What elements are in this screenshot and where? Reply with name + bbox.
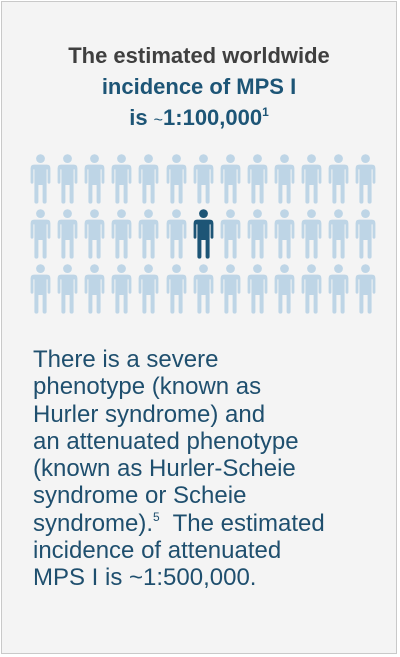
person-icon [220,264,241,314]
person-icon [328,264,349,314]
person-icon [166,209,187,259]
person-icon [138,264,159,314]
person-icon [57,154,78,204]
person-icon [274,154,295,204]
headline-line-3 [2,102,396,136]
person-icon [166,154,187,204]
body-line: Hurler syndrome) and [33,400,266,428]
person-icon [355,154,376,204]
headline-line-1: The estimated worldwide [68,43,330,68]
headline-prefix: is [129,105,154,130]
person-icon [30,154,51,204]
person-icon [138,154,159,204]
person-icon [57,209,78,259]
headline-footnote-ref: 1 [262,105,269,119]
person-icon [30,209,51,259]
headline [2,40,396,136]
person-icon [30,264,51,314]
body-line-7-prefix: syndrome). [33,509,154,537]
person-icon [274,209,295,259]
body-footnote-ref: 5 [153,509,160,524]
person-icon [57,264,78,314]
body-line-7-suffix: The estimated [159,509,325,537]
person-icon [301,209,322,259]
body-line: phenotype (known as [33,373,262,401]
person-icon [301,154,322,204]
body-line: There is a severe [33,346,219,373]
person-icon [247,209,268,259]
body-line: an attenuated phenotype [33,427,299,455]
person-icon [247,154,268,204]
body-paragraph [33,346,373,592]
infographic-card [1,1,397,654]
people-grid [30,154,376,324]
person-icon-highlighted [193,209,214,259]
body-line: MPS I is ~1:500,000. [33,564,257,592]
body-line [33,510,373,537]
person-icon [84,154,105,204]
person-icon [355,264,376,314]
person-icon [247,264,268,314]
person-icon [193,154,214,204]
person-icon [111,209,132,259]
person-icon [84,209,105,259]
person-icon [355,209,376,259]
body-line: syndrome or Scheie [33,482,247,510]
person-icon [301,264,322,314]
person-icon [220,154,241,204]
person-icon [138,209,159,259]
person-icon [111,264,132,314]
person-icon [84,264,105,314]
body-line: incidence of attenuated [33,537,282,565]
body-line: (known as Hurler-Scheie [33,455,296,483]
headline-line-2: incidence of MPS I [101,74,297,99]
person-icon [111,154,132,204]
person-icon [328,154,349,204]
person-icon [220,209,241,259]
person-icon [166,264,187,314]
person-icon [274,264,295,314]
headline-incidence-value: 1:100,000 [163,105,263,130]
person-icon [328,209,349,259]
person-icon [193,264,214,314]
headline-tilde: ~ [153,112,164,129]
